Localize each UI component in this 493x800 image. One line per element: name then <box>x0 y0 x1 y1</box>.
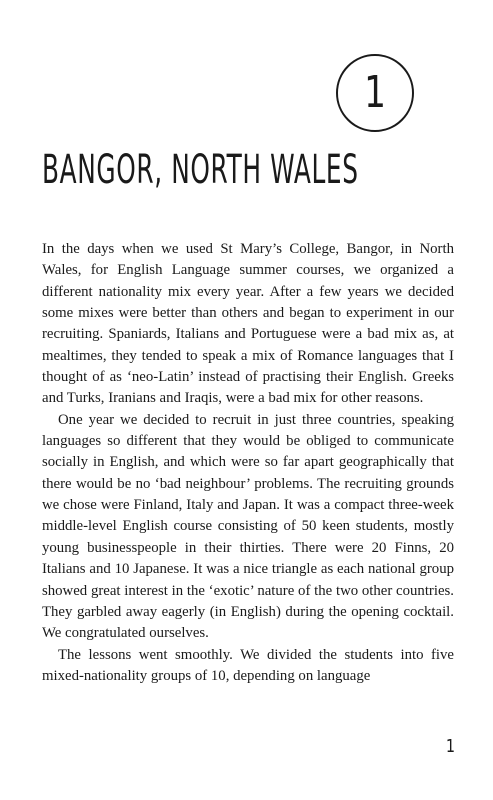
paragraph-2: One year we decided to recruit in just three countries, speaking languages so different that they would be obliged to communicate socially in English, and which were so far apart geographically that there would be no ‘bad neighbour’ problems. The recruiting grounds we chose were Finland, Italy and Japan. It was a compact three-week middle-level English course consisting of 50 keen students, mostly young businesspeople in their thirties. There were 20 Finns, 20 Italians and 10 Japanese. It was a nice triangle as each national group showed great interest in the ‘exotic’ nature of the two other countries. They garbled away eagerly (in English) during the opening cocktail. We congratulated ourselves. <box>42 411 454 642</box>
paragraph-3: The lessons went smoothly. We divided the students into five mixed-nationality groups of 10, depending on language <box>42 646 454 684</box>
chapter-number: 1 <box>364 67 386 118</box>
paragraph-1: In the days when we used St Mary’s College, Bangor, in North Wales, for English Language summer courses, we organized a different nationality mix every year. After a few years we decided some mixes were better than others and began to experiment in our recruiting. Spaniards, Italians and Portuguese were a bad mix as, at mealtimes, they tended to speak a mix of Romance languages that I thought of as ‘neo-Latin’ instead of practising their English. Greeks and Turks, Iranians and Iraqis, were a bad mix for other reasons. <box>42 241 454 407</box>
chapter-body <box>42 239 454 687</box>
chapter-number-badge <box>336 54 414 132</box>
page-number: 1 <box>445 736 455 757</box>
chapter-title: BANGOR, NORTH WALES <box>42 147 359 193</box>
